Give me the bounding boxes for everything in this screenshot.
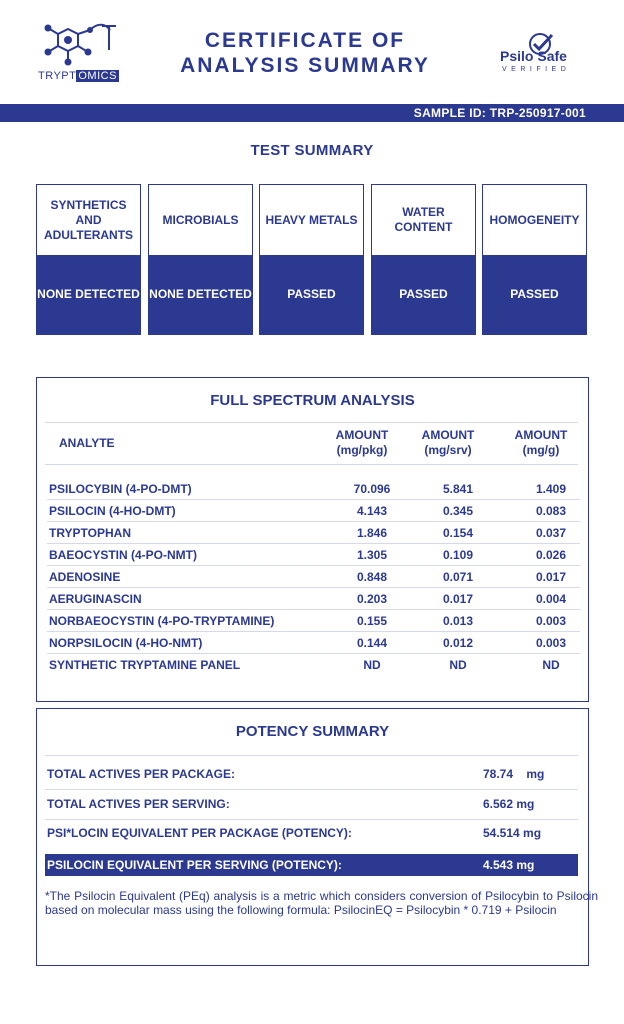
analyte-name: ADENOSINE <box>49 570 121 584</box>
amount-mg-g: 0.003 <box>535 636 567 650</box>
analyte-row <box>47 588 580 610</box>
amount-mg-pkg: 1.846 <box>356 526 388 540</box>
potency-value: 4.543 mg <box>483 858 535 872</box>
analyte-row <box>47 522 580 544</box>
amount-mg-srv: 0.017 <box>442 592 474 606</box>
verified-tag: VERIFIED <box>502 66 571 73</box>
amount-mg-pkg: 0.848 <box>356 570 388 584</box>
potency-row <box>45 761 578 787</box>
amount-mg-g: 0.026 <box>535 548 567 562</box>
potency-value: 78.74 mg <box>483 767 545 781</box>
analyte-row <box>47 632 580 654</box>
analyte-row <box>47 500 580 522</box>
test-card-homogeneity <box>482 184 587 335</box>
amount-mg-g: 0.083 <box>535 504 567 518</box>
amount-mg-pkg: 0.144 <box>356 636 388 650</box>
potency-label: TOTAL ACTIVES PER PACKAGE: <box>47 767 236 781</box>
document-title <box>170 28 440 78</box>
tryptomics-logo <box>38 20 120 86</box>
test-card-result: PASSED <box>260 255 363 334</box>
amount-mg-srv: 0.109 <box>442 548 474 562</box>
test-card-label: HEAVY METALS <box>265 212 358 227</box>
amount-mg-pkg: 0.203 <box>356 592 388 606</box>
potency-panel <box>36 708 598 966</box>
amount-mg-srv: ND <box>449 658 467 672</box>
potency-label: TOTAL ACTIVES PER SERVING: <box>47 797 230 811</box>
potency-title: POTENCY SUMMARY <box>235 723 390 740</box>
divider <box>45 422 578 423</box>
amount-mg-srv: 0.154 <box>442 526 474 540</box>
amount-mg-pkg: ND <box>363 658 381 672</box>
divider <box>45 755 578 756</box>
analyte-name: SYNTHETIC TRYPTAMINE PANEL <box>49 658 241 672</box>
potency-row <box>45 791 578 817</box>
sample-bar <box>0 104 624 122</box>
column-header-analyte: ANALYTE <box>59 436 115 450</box>
full-spectrum-panel <box>36 377 589 702</box>
potency-value: 54.514 mg <box>483 826 542 840</box>
amount-mg-pkg: 4.143 <box>356 504 388 518</box>
analyte-name: AERUGINASCIN <box>49 592 142 606</box>
molecule-icon <box>38 20 120 70</box>
test-card-microbials <box>148 184 253 335</box>
amount-mg-srv: 0.013 <box>442 614 474 628</box>
amount-mg-srv: 0.345 <box>442 504 474 518</box>
analyte-row <box>47 478 580 500</box>
test-card-water-content <box>371 184 476 335</box>
sample-id: SAMPLE ID: TRP-250917-001 <box>413 106 586 120</box>
test-card-label: SYNTHETICS AND ADULTERANTS <box>43 197 134 242</box>
amount-mg-pkg: 1.305 <box>356 548 388 562</box>
potency-row-highlight <box>45 854 578 876</box>
column-header-mg-srv: AMOUNT (mg/srv) <box>421 428 475 457</box>
analyte-name: NORPSILOCIN (4-HO-NMT) <box>49 636 203 650</box>
potency-row <box>45 820 578 846</box>
potency-label: PSILOCIN EQUIVALENT PER SERVING (POTENCY): <box>47 858 342 872</box>
amount-mg-g: 1.409 <box>535 482 567 496</box>
analyte-name: NORBAEOCYSTIN (4-PO-TRYPTAMINE) <box>49 614 275 628</box>
test-card-result: PASSED <box>372 255 475 334</box>
full-spectrum-title: FULL SPECTRUM ANALYSIS <box>210 392 415 409</box>
analyte-name: TRYPTOPHAN <box>49 526 132 540</box>
analyte-name: PSILOCIN (4-HO-DMT) <box>49 504 176 518</box>
amount-mg-g: 0.017 <box>535 570 567 584</box>
amount-mg-g: 0.037 <box>535 526 567 540</box>
title-line-1: CERTIFICATE OF <box>204 29 406 52</box>
amount-mg-g: 0.003 <box>535 614 567 628</box>
logo-wordmark: TRYPT OMICS <box>38 70 117 82</box>
column-header-mg-pkg: AMOUNT (mg/pkg) <box>335 428 389 457</box>
analyte-name: BAEOCYSTIN (4-PO-NMT) <box>49 548 197 562</box>
test-card-synthetics <box>36 184 141 335</box>
test-card-label: WATER CONTENT <box>394 205 453 234</box>
test-card-result: PASSED <box>483 255 586 334</box>
amount-mg-srv: 5.841 <box>442 482 474 496</box>
amount-mg-pkg: 70.096 <box>353 482 391 496</box>
test-card-label: MICROBIALS <box>162 212 239 227</box>
test-card-result: NONE DETECTED <box>37 255 140 334</box>
amount-mg-g: 0.004 <box>535 592 567 606</box>
pe-footnote: *The Psilocin Equivalent (PEq) analysis is a metric which considers conversion of Psilocybin to Psilocin based on molecular mass using the following formula: PsilocinEQ = Psilocybin * 0.719 + Psilocin <box>45 889 598 917</box>
test-summary-title: TEST SUMMARY <box>250 142 374 159</box>
divider <box>45 789 578 790</box>
amount-mg-g: ND <box>542 658 560 672</box>
title-line-2: ANALYSIS SUMMARY <box>180 54 430 77</box>
analyte-name: PSILOCYBIN (4-PO-DMT) <box>49 482 192 496</box>
test-summary-cards <box>36 184 589 335</box>
analyte-row <box>47 610 580 632</box>
divider <box>45 464 578 465</box>
amount-mg-srv: 0.071 <box>442 570 474 584</box>
test-card-heavy-metals <box>259 184 364 335</box>
analyte-row <box>47 566 580 588</box>
potency-value: 6.562 mg <box>483 797 535 811</box>
psilosafe-logo <box>498 30 590 76</box>
analyte-row <box>47 654 580 676</box>
column-header-mg-g: AMOUNT (mg/g) <box>514 428 568 457</box>
analyte-row <box>47 544 580 566</box>
test-card-result: NONE DETECTED <box>149 255 252 334</box>
amount-mg-pkg: 0.155 <box>356 614 388 628</box>
amount-mg-srv: 0.012 <box>442 636 474 650</box>
potency-label: PSI*LOCIN EQUIVALENT PER PACKAGE (POTENCY): <box>47 826 352 840</box>
test-card-label: HOMOGENEITY <box>489 212 580 227</box>
psilosafe-wordmark: Psilo Safe <box>500 48 567 64</box>
